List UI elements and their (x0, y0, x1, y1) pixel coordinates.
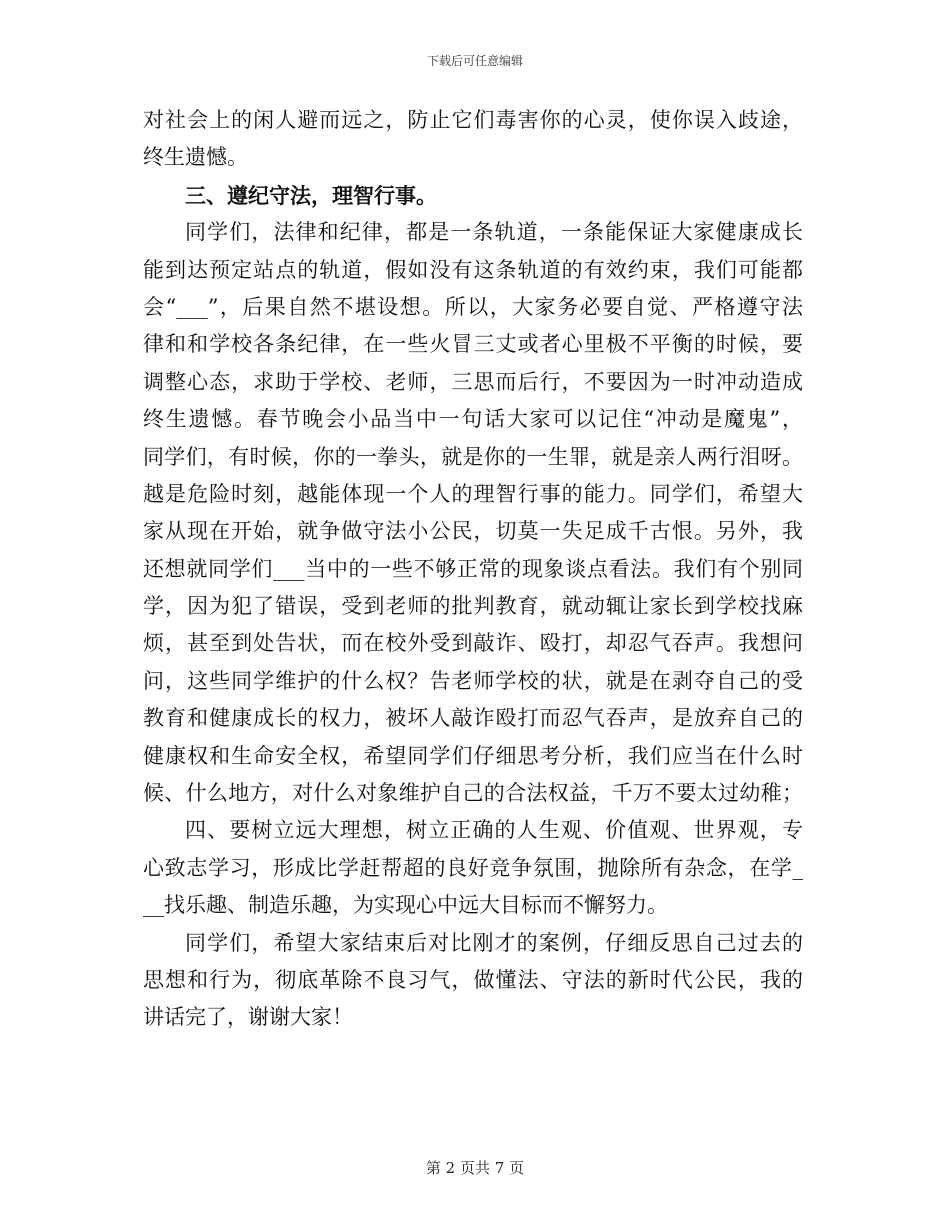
body-line: 对社会上的闲人避而远之，防止它们毒害你的心灵，使你误入歧途， (143, 108, 803, 132)
body-line: 候、什么地方，对什么对象维护自己的合法权益，千万不要太过幼稚； (143, 781, 803, 806)
body-line: 能到达预定站点的轨道，假如没有这条轨道的有效约束，我们可能都 (143, 257, 803, 282)
body-line: 问，这些同学维护的什么权？告老师学校的状，就是在剥夺自己的受 (143, 668, 803, 693)
section-heading: 三、遵纪守法，理智行事。 (185, 182, 437, 208)
body-line: 会“___”，后果自然不堪设想。所以，大家务必要自觉、严格遵守法 (143, 294, 803, 319)
page-number: 第 2 页共 7 页 (425, 1159, 525, 1177)
body-line: __找乐趣、制造乐趣，为实现心中远大目标而不懈努力。 (143, 893, 668, 918)
body-line: 同学们，希望大家结束后对比刚才的案例，仔细反思自己过去的 (185, 930, 803, 955)
body-line: 调整心态，求助于学校、老师，三思而后行，不要因为一时冲动造成 (143, 369, 803, 394)
body-line: 四、要树立远大理想，树立正确的人生观、价值观、世界观，专 (185, 818, 803, 843)
body-line: 教育和健康成长的权力，被坏人敲诈殴打而忍气吞声，是放弃自己的 (143, 706, 803, 731)
body-line: 讲话完了，谢谢大家！ (143, 1005, 353, 1030)
body-line: 同学们，有时候，你的一拳头，就是你的一生罪，就是亲人两行泪呀。 (143, 444, 803, 469)
body-line: 还想就同学们___当中的一些不够正常的现象谈点看法。我们有个别同 (143, 556, 803, 581)
document-body (143, 102, 803, 1037)
body-line: 学，因为犯了错误，受到老师的批判教育，就动辄让家长到学校找麻 (143, 594, 803, 619)
body-line: 终生遗憾。 (143, 145, 248, 170)
body-line: 律和和学校各条纪律，在一些火冒三丈或者心里极不平衡的时候，要 (143, 332, 803, 357)
body-line: 家从现在开始，就争做守法小公民，切莫一失足成千古恨。另外，我 (143, 519, 803, 544)
body-line: 同学们，法律和纪律，都是一条轨道，一条能保证大家健康成长 (185, 220, 803, 245)
body-line: 思想和行为，彻底革除不良习气，做懂法、守法的新时代公民，我的 (143, 967, 803, 992)
body-line: 越是危险时刻，越能体现一个人的理智行事的能力。同学们，希望大 (143, 481, 803, 506)
page-header: 下载后可任意编辑 (426, 54, 523, 68)
body-line: 心致志学习，形成比学赶帮超的良好竞争氛围，抛除所有杂念，在学_ (143, 855, 803, 880)
body-line: 终生遗憾。春节晚会小品当中一句话大家可以记住“冲动是魔鬼”， (143, 407, 803, 432)
body-line: 烦，甚至到处告状，而在校外受到敲诈、殴打，却忍气吞声。我想问 (143, 631, 803, 656)
body-line: 健康权和生命安全权，希望同学们仔细思考分析，我们应当在什么时 (143, 743, 803, 768)
